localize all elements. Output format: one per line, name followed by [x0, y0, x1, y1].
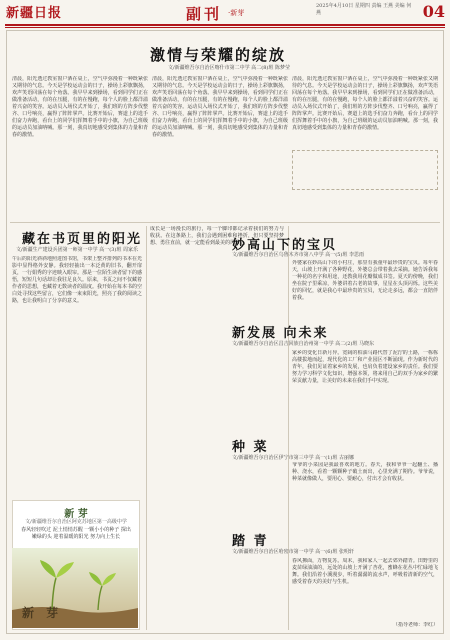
column-divider-1 — [146, 226, 147, 630]
newspaper-logo: 新疆日报 — [6, 6, 63, 21]
article-body-3: 外婆家在妙高山下的小村庄，那里有我童年最珍贵的宝贝。每年春天，山坡上开满了各种野花，外婆总会带着我去采摘。她告诉我每一种花的名字和用途，还教我用花瓣做成书签。夏天的傍晚，我们坐在院子里乘凉，外婆讲着古老的故事，星星在头顶闪烁。这些美好的回忆，就是我心中最珍贵的宝贝，无论走多远，都会一直陪伴着我。 — [292, 260, 438, 301]
section-title: 副刊 — [186, 5, 223, 23]
article-byline-6: 文/新疆维吾尔自治区哈密市第一中学 高一(6)班 张明轩 — [232, 549, 354, 555]
header-rule-thin — [5, 27, 445, 28]
masthead — [0, 0, 450, 26]
article-body-1b: 清晨，阳光透过教室窗户洒在桌上，空气中弥漫着一种既紧张又期待的气息。今天是学校运动会的日子，操场上彩旗飘扬，欢声笑语回荡在每个角落。我早早来到操场，看到同学们正在做准备活动，有的在压腿，有的在慢跑，每个人的脸上都洋溢着兴奋的笑容。运动员入场仪式开始了，我们班的方阵步伐整齐、口号响亮，赢得了阵阵掌声。比赛开始后，赛道上的选手们奋力奔跑，看台上的同学们挥舞着手中的小旗，为自己班级的运动员加油呐喊。那一刻，我真切地感受到集体的力量和青春的激情。 — [152, 76, 288, 138]
column-divider-2 — [288, 226, 289, 630]
article-byline-5: 文/新疆维吾尔自治区伊宁市第三中学 高一(1)班 古丽娜 — [232, 455, 354, 461]
editor-note: （指导老师：李红） — [392, 622, 438, 628]
article-body-5: 爷爷的小菜园是我最喜欢的地方。春天，我和爷爷一起翻土、播种、浇水，看着一颗颗种子破土而出，心里充满了期待。爷爷说，种菜就像做人，要用心、要耐心，付出才会有收获。 — [292, 462, 438, 482]
article-body-6: 春风拂面，万物复苏。周末，我和家人一起去郊外踏青。田野里的麦苗绿油油的，远处的山坡上开满了杏花，蜜蜂在花丛中忙碌地飞舞。我们沿着小溪漫步，听着潺潺的流水声，呼吸着清新的空气，感受着春天的美好与生机。 — [292, 558, 438, 585]
article-title-4: 新发展 向未来 — [232, 326, 329, 341]
article-title-3: 妙高山下的宝贝 — [232, 238, 338, 253]
header-rule — [5, 24, 445, 26]
illustration-caption: 新 芽 — [22, 606, 63, 620]
poem-byline: 文/新疆维吾尔自治区阿克苏地区第一高级中学 — [25, 519, 127, 525]
dateline: 2025年4月10日 星期四 责编 王燕 美编 何燕 — [316, 3, 412, 16]
poem-title: 新 芽 — [64, 509, 88, 520]
article-quote-box — [292, 150, 438, 190]
page-number: 04 — [422, 2, 445, 21]
article-body-2: 午后的阳光斜斜地照进图书馆，书架上整齐排列的书本在光影中显得格外安静。我轻轻抽出一本泛黄的旧书，翻开扉页，一行娟秀的字迹映入眼帘。那是一位陌生读者留下的感悟，短短几句话却让我驻足良久。原来，书页之间不仅藏着作者的思想，也藏着无数读者的温度。我开始在每本书的空白处寻找这些留言，它们像一束束阳光，照亮了我的阅读之路，也让我明白了分享的意义。 — [12, 256, 142, 304]
article-byline-1: 文/新疆维吾尔自治区喀什市第二中学 高二(8)班 陈梦莹 — [168, 65, 290, 71]
sprout-illustration — [12, 548, 138, 628]
article-byline-3: 文/新疆维吾尔自治区乌鲁木齐市第八中学 高一(5)班 李思雨 — [232, 252, 364, 258]
article-title-1: 激情与荣耀的绽放 — [150, 46, 287, 64]
article-title-2: 藏在书页里的阳光 — [22, 232, 143, 247]
article-title-5: 种 菜 — [232, 440, 269, 455]
article-body-1a: 清晨，阳光透过教室窗户洒在桌上，空气中弥漫着一种既紧张又期待的气息。今天是学校运动会的日子，操场上彩旗飘扬，欢声笑语回荡在每个角落。我早早来到操场，看到同学们正在做准备活动，有的在压腿，有的在慢跑，每个人的脸上都洋溢着兴奋的笑容。运动员入场仪式开始了，我们班的方阵步伐整齐、口号响亮，赢得了阵阵掌声。比赛开始后，赛道上的选手们奋力奔跑，看台上的同学们挥舞着手中的小旗，为自己班级的运动员加油呐喊。那一刻，我真切地感受到集体的力量和青春的激情。 — [12, 76, 148, 138]
section-subtitle: ·新芽 — [228, 9, 245, 17]
article-title-6: 踏 青 — [232, 534, 269, 549]
article-body-4: 家乡的变化日新月异。宽阔的柏油马路代替了泥泞的土路，一栋栋高楼拔地而起，现代化的工厂和产业园区不断涌现。作为新时代的青年，我们见证着家乡的发展，也肩负着建设家乡的责任。我们要努力学习科学文化知识，增强本领，将来用自己的双手为家乡的繁荣贡献力量，让美好的未来在我们手中实现。 — [292, 350, 438, 384]
article-body-1c: 清晨，阳光透过教室窗户洒在桌上，空气中弥漫着一种既紧张又期待的气息。今天是学校运动会的日子，操场上彩旗飘扬，欢声笑语回荡在每个角落。我早早来到操场，看到同学们正在做准备活动，有的在压腿，有的在慢跑，每个人的脸上都洋溢着兴奋的笑容。运动员入场仪式开始了，我们班的方阵步伐整齐、口号响亮，赢得了阵阵掌声。比赛开始后，赛道上的选手们奋力奔跑，看台上的同学们挥舞着手中的小旗，为自己班级的运动员加油呐喊。那一刻，我真切地感受到集体的力量和青春的激情。 — [292, 76, 438, 131]
article-byline-2: 文/新疆生产建设兵团第一师第一中学 高一(3)班 周家乐 — [16, 247, 138, 253]
divider-1 — [10, 222, 440, 223]
article-body-7: 成长是一场漫长的旅行，每一个脚印都记录着我们的努力与收获。在这条路上，我们会遇到困难和挫折，但只要坚持梦想、勇往直前，就一定能看到最美的风景。 — [150, 226, 284, 246]
poem-text: 春风轻轻吹过 泥土悄悄苏醒 一颗小小的种子 探出嫩绿的头 迎着温暖的阳光 努力向上生长 — [21, 527, 131, 540]
article-byline-4: 文/新疆维吾尔自治区昌吉回族自治州第一中学 高二(2)班 马晓东 — [232, 341, 374, 347]
